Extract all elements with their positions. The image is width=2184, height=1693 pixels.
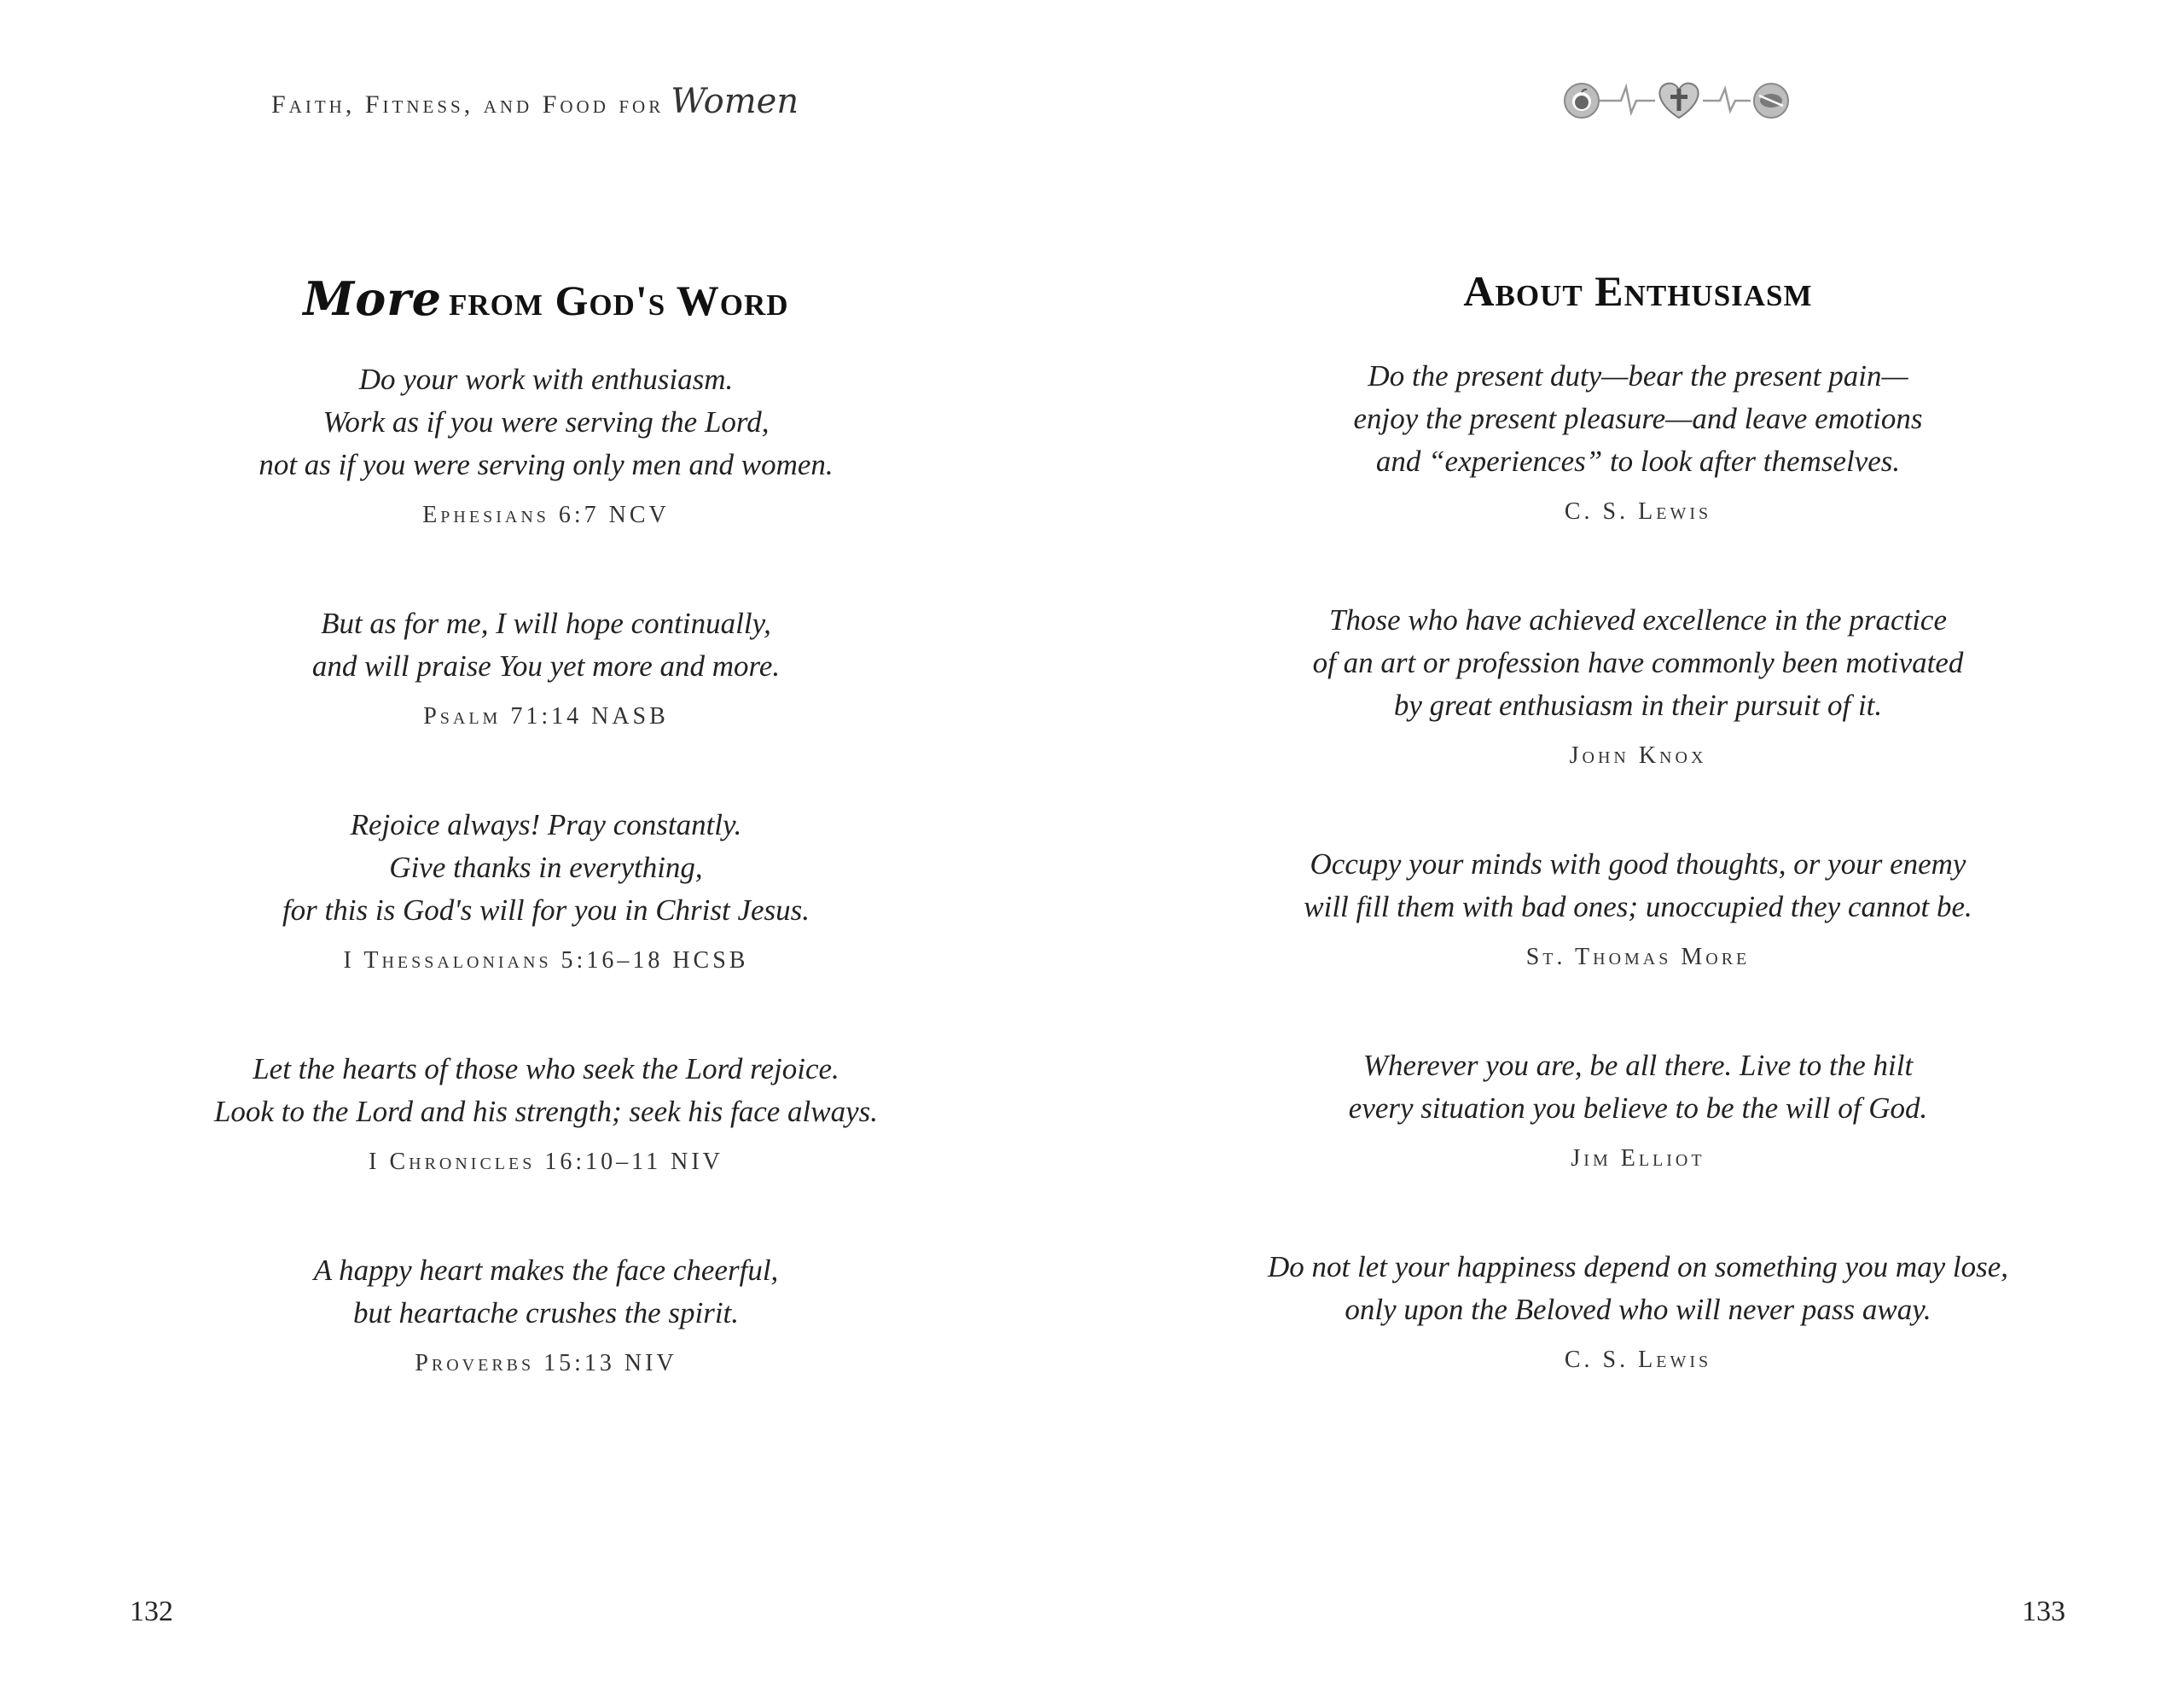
verse-reference: Proverbs 15:13 NIV — [415, 1350, 677, 1376]
verse-line: Let the hearts of those who seek the Lord rejoice. — [253, 1052, 839, 1085]
quote-line: and “experiences” to look after themselves. — [1375, 445, 1901, 478]
verse-entry — [0, 358, 1092, 529]
verse-line: Rejoice always! Pray constantly. — [350, 808, 742, 841]
quote-line: Occupy your minds with good thoughts, or your enemy — [1310, 847, 1966, 881]
verse-line: Look to the Lord and his strength; seek his face always. — [213, 1095, 879, 1128]
quote-line: Do the present duty—bear the present pain— — [1368, 359, 1908, 393]
quote-entry — [1092, 599, 2184, 770]
section-heading — [0, 271, 1092, 326]
heading-text: About Enthusiasm — [1463, 267, 1813, 315]
verse-entry — [0, 602, 1092, 730]
right-page — [1092, 0, 2184, 1693]
verse-reference: I Thessalonians 5:16–18 HCSB — [343, 947, 749, 974]
quote-line: of an art or profession have commonly been motivated — [1312, 646, 1964, 679]
quote-text — [1092, 843, 2184, 928]
verse-line: Give thanks in everything, — [389, 851, 703, 884]
verse-entry — [0, 804, 1092, 974]
verse-reference: Ephesians 6:7 NCV — [422, 502, 670, 528]
verse-line: but heartache crushes the spirit. — [352, 1296, 740, 1329]
page-number: 132 — [130, 1596, 173, 1627]
quote-author: Jim Elliot — [1571, 1145, 1705, 1172]
quote-author: C. S. Lewis — [1564, 1347, 1712, 1373]
verse-line: Work as if you were serving the Lord, — [322, 405, 770, 439]
section-heading — [1092, 266, 2184, 316]
page-number: 133 — [2022, 1596, 2065, 1627]
quote-text — [1092, 1246, 2184, 1331]
quote-entry — [1092, 355, 2184, 526]
quote-author: St. Thomas More — [1525, 944, 1751, 970]
heading-script-word: More — [303, 271, 443, 326]
quote-line: every situation you believe to be the will of God. — [1348, 1091, 1928, 1125]
verse-line: Do your work with enthusiasm. — [358, 363, 734, 396]
running-head-text: Faith, Fitness, and Food for — [271, 90, 665, 119]
running-head — [271, 82, 799, 121]
quote-text — [1092, 1044, 2184, 1130]
quote-line: by great enthusiasm in their pursuit of it. — [1393, 689, 1883, 722]
book-logo — [1561, 75, 1792, 123]
quote-line: Wherever you are, be all there. Live to the hilt — [1362, 1049, 1914, 1082]
verse-line: not as if you were serving only men and women. — [258, 448, 834, 481]
quote-entry — [1092, 1246, 2184, 1374]
quote-author: C. S. Lewis — [1564, 498, 1712, 525]
apple-icon — [1565, 84, 1599, 118]
heart-cross-icon — [1659, 84, 1698, 118]
verse-list — [0, 358, 1092, 1377]
plate-icon — [1754, 84, 1788, 118]
verse-text — [0, 804, 1092, 932]
verse-line: A happy heart makes the face cheerful, — [313, 1254, 779, 1287]
verse-entry — [0, 1048, 1092, 1176]
verse-entry — [0, 1249, 1092, 1377]
quote-line: Do not let your happiness depend on something you may lose, — [1267, 1250, 2009, 1283]
verse-reference: Psalm 71:14 NASB — [423, 703, 669, 730]
verse-text — [0, 358, 1092, 486]
verse-text — [0, 602, 1092, 688]
quote-entry — [1092, 1044, 2184, 1172]
running-head-script: Women — [671, 82, 799, 121]
verse-text — [0, 1048, 1092, 1133]
heading-text: from God's Word — [449, 276, 789, 324]
quote-line: will fill them with bad ones; unoccupied they cannot be. — [1304, 890, 1972, 923]
quote-author: John Knox — [1569, 742, 1707, 769]
quote-line: only upon the Beloved who will never pass away. — [1345, 1293, 1931, 1326]
verse-reference: I Chronicles 16:10–11 NIV — [369, 1149, 723, 1175]
quote-entry — [1092, 843, 2184, 971]
quote-line: enjoy the present pleasure—and leave emotions — [1353, 402, 1923, 435]
verse-line: But as for me, I will hope continually, — [321, 607, 771, 640]
verse-line: and will praise You yet more and more. — [311, 649, 781, 683]
quote-list — [1092, 355, 2184, 1374]
quote-text — [1092, 355, 2184, 483]
quote-text — [1092, 599, 2184, 727]
verse-line: for this is God's will for you in Christ Jesus. — [282, 893, 810, 927]
quote-line: Those who have achieved excellence in the practice — [1329, 603, 1947, 637]
verse-text — [0, 1249, 1092, 1335]
